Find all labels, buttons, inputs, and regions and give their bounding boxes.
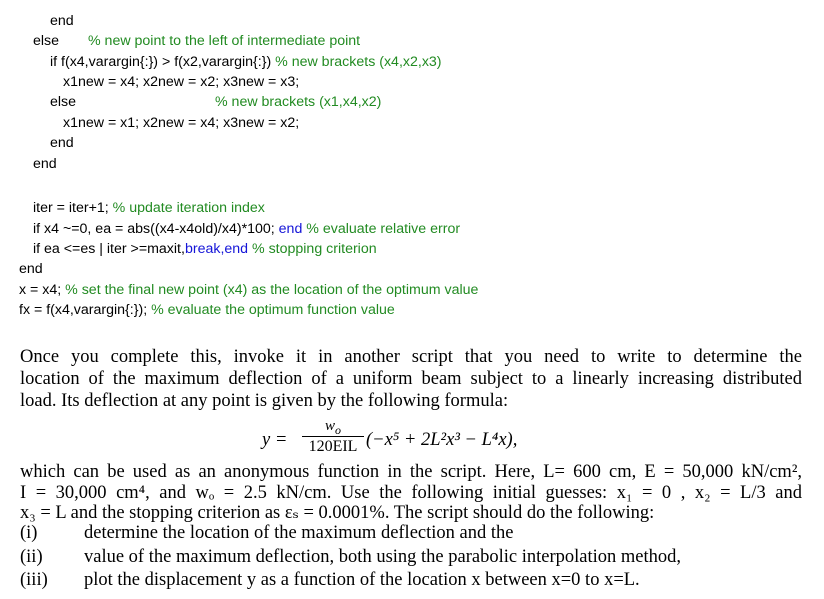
code-text: fx = f(x4,varargin{:}); [19, 302, 148, 318]
code-line [33, 199, 265, 217]
code-line: end [33, 156, 57, 172]
code-text: end [50, 13, 74, 29]
code-line [19, 301, 395, 319]
code-keyword: end [278, 221, 303, 237]
code-comment: % update iteration index [112, 200, 265, 216]
code-line: else [50, 94, 77, 110]
formula-num-sub: o [335, 423, 341, 437]
list-item-number: (iii) [20, 570, 48, 590]
paragraph-line: I = 30,000 cm⁴, and wₒ = 2.5 kN/cm. Use the following initial guesses: x₁ = 0 , x₂ = L/3 and [20, 483, 802, 503]
formula-denominator: 120EIL [308, 438, 358, 455]
list-item-text: value of the maximum deflection, both using the parabolic interpolation method, [84, 547, 681, 567]
code-text: if ea <=es | iter >=maxit, [33, 241, 185, 257]
code-line: end [19, 261, 43, 277]
code-line [19, 281, 478, 299]
formula-num-var: w [324, 418, 335, 434]
code-comment: % set the final new point (x4) as the location of the optimum value [65, 282, 479, 298]
formula-lhs: y = [262, 430, 288, 450]
code-line: x1new = x4; x2new = x2; x3new = x3; [63, 74, 300, 90]
formula-rhs: (−x⁵ + 2L²x³ − L⁴x), [366, 430, 518, 450]
paragraph-line: location of the maximum deflection of a uniform beam subject to a linearly increasing distributed [20, 369, 802, 389]
code-line [50, 53, 442, 71]
paragraph-line: x₃ = L and the stopping criterion as εₛ = 0.0001%. The script should do the following: [20, 503, 655, 523]
code-line [33, 240, 377, 258]
code-comment: % new brackets (x1,x4,x2) [215, 94, 382, 110]
code-line [33, 32, 59, 50]
code-keyword: break,end [184, 241, 249, 257]
code-comment: % new brackets (x4,x2,x3) [275, 54, 442, 70]
paragraph-line: load. Its deflection at any point is given by the following formula: [20, 391, 509, 411]
code-text: if x4 ~=0, ea = abs((x4-x4old)/x4)*100; [33, 221, 275, 237]
code-comment: % evaluate the optimum function value [151, 302, 395, 318]
code-line [33, 220, 460, 238]
code-text: else [33, 33, 60, 49]
code-text: x = x4; [19, 282, 62, 298]
code-line [50, 12, 74, 30]
paragraph-line: Once you complete this, invoke it in another script that you need to write to determine the [20, 347, 802, 367]
formula-fraction [302, 417, 364, 456]
formula-numerator [302, 417, 364, 435]
code-comment: % stopping criterion [252, 241, 377, 257]
code-text: if f(x4,varargin{:}) > f(x2,varargin{:}) [50, 54, 272, 70]
list-item-number: (ii) [20, 547, 43, 567]
code-comment: % new point to the left of intermediate point [88, 33, 361, 49]
list-item-text: plot the displacement y as a function of the location x between x=0 to x=L. [84, 570, 640, 590]
code-text: iter = iter+1; [33, 200, 109, 216]
code-comment: % evaluate relative error [306, 221, 461, 237]
paragraph-line: which can be used as an anonymous function in the script. Here, L= 600 cm, E = 50,000 kN/cm², [20, 462, 802, 482]
list-item-number: (i) [20, 523, 38, 543]
list-item-text: determine the location of the maximum deflection and the [84, 523, 514, 543]
code-line: end [50, 135, 74, 151]
code-line: x1new = x1; x2new = x4; x3new = x2; [63, 115, 300, 131]
